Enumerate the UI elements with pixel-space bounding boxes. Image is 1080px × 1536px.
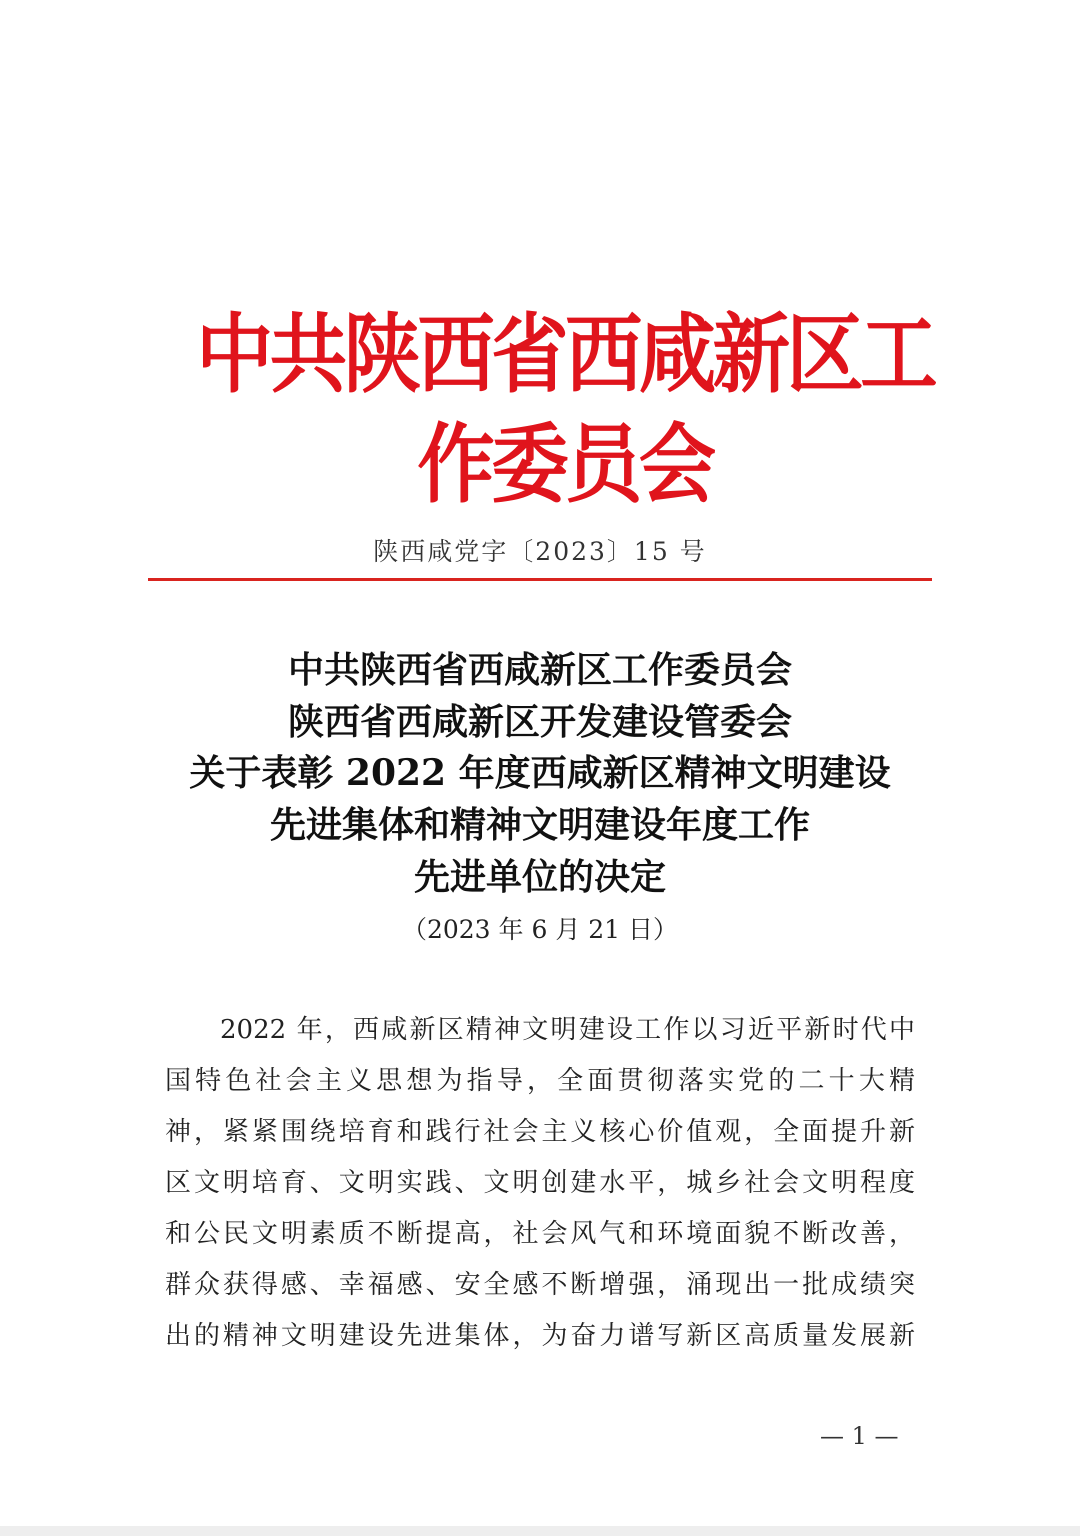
- body-text-line: 区文明培育、文明实践、文明创建水平，城乡社会文明程度: [165, 1168, 915, 1198]
- issuing-organization-header: 中共陕西省西咸新区工作委员会: [196, 305, 934, 515]
- title-line: 陕西省西咸新区开发建设管委会: [287, 701, 792, 743]
- body-text-line: 和公民文明素质不断提高，社会风气和环境面貌不断改善，: [165, 1219, 915, 1249]
- body-text-line: 群众获得感、幸福感、安全感不断增强，涌现出一批成绩突: [165, 1270, 915, 1300]
- title-line: 中共陕西省西咸新区工作委员会: [287, 649, 792, 691]
- title-line: 关于表彰 2022 年度西咸新区精神文明建设: [189, 752, 891, 794]
- title-line: 先进单位的决定: [413, 856, 666, 898]
- body-text-line: 国特色社会主义思想为指导，全面贯彻落实党的二十大精: [165, 1066, 915, 1096]
- document-number: 陕西咸党字〔2023〕15 号: [373, 537, 707, 566]
- body-text-line: 出的精神文明建设先进集体，为奋力谱写新区高质量发展新: [165, 1321, 915, 1351]
- body-text-line: 神，紧紧围绕培育和践行社会主义核心价值观，全面提升新: [165, 1117, 915, 1147]
- document-date: （2023 年 6 月 21 日）: [401, 915, 679, 944]
- red-divider-line: [148, 578, 932, 581]
- title-line: 先进集体和精神文明建设年度工作: [269, 804, 810, 846]
- page-number: — 1 —: [820, 1422, 899, 1450]
- body-text-line: 2022 年，西咸新区精神文明建设工作以习近平新时代中: [220, 1015, 915, 1045]
- page-bottom-edge: [0, 1526, 1080, 1536]
